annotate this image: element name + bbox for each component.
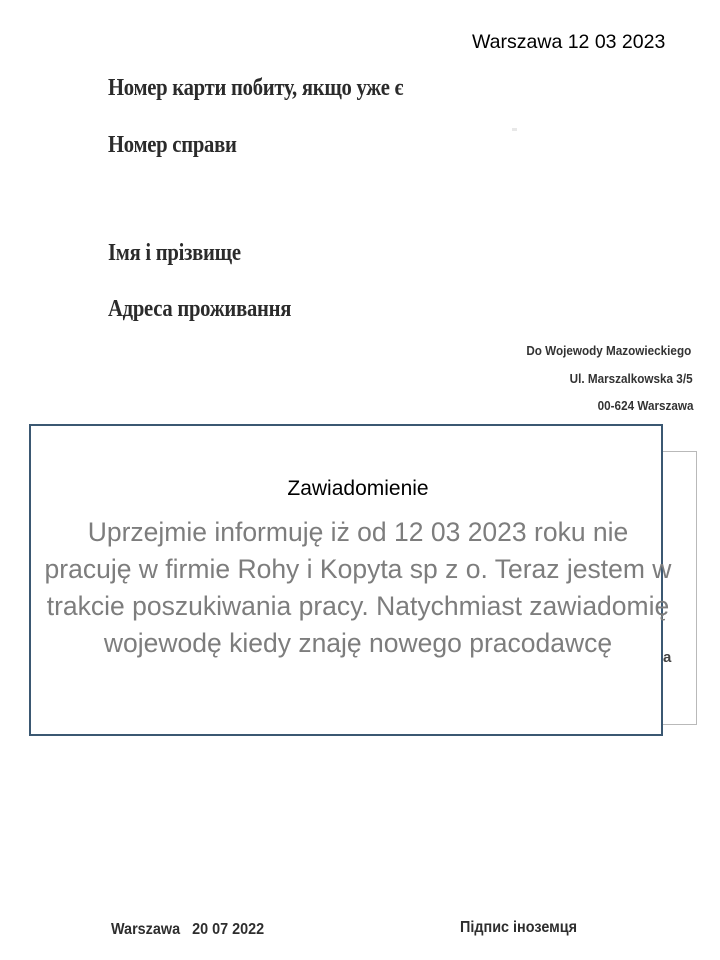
- document-date: Warszawa 12 03 2023: [472, 31, 666, 53]
- notice-body: [0, 514, 716, 662]
- signature-label: Підпис іноземця: [460, 919, 578, 936]
- notice-line-2: pracuję w firmie Rohy i Kopyta sp z o. Teraz jestem w: [44, 554, 672, 584]
- notice-title: Zawiadomienie: [287, 477, 429, 500]
- addressee-line-2: Ul. Marszalkowska 3/5: [570, 371, 693, 386]
- signature-place-date: Warszawa 20 07 2022: [111, 921, 265, 938]
- addressee-line-1: Do Wojewody Mazowieckiego: [526, 343, 691, 358]
- scan-artifact: [512, 128, 517, 131]
- notice-line-3: trakcie poszukiwania pracy. Natychmiast zawiadomię: [46, 591, 670, 621]
- full-name-label: Імя і прізвище: [108, 240, 241, 266]
- addressee-line-3: 00-624 Warszawa: [597, 398, 693, 413]
- case-number-label: Номер справи: [108, 132, 237, 158]
- permit-card-number-label: Номер карти побиту, якщо уже є: [108, 75, 404, 101]
- address-label: Адреса проживання: [108, 296, 292, 322]
- notice-line-1: Uprzejmie informuję iż od 12 03 2023 roku nie: [87, 517, 629, 547]
- background-text-fragment: a: [663, 649, 672, 666]
- notice-line-4: wojewodę kiedy znaję nowego pracodawcę: [103, 628, 613, 658]
